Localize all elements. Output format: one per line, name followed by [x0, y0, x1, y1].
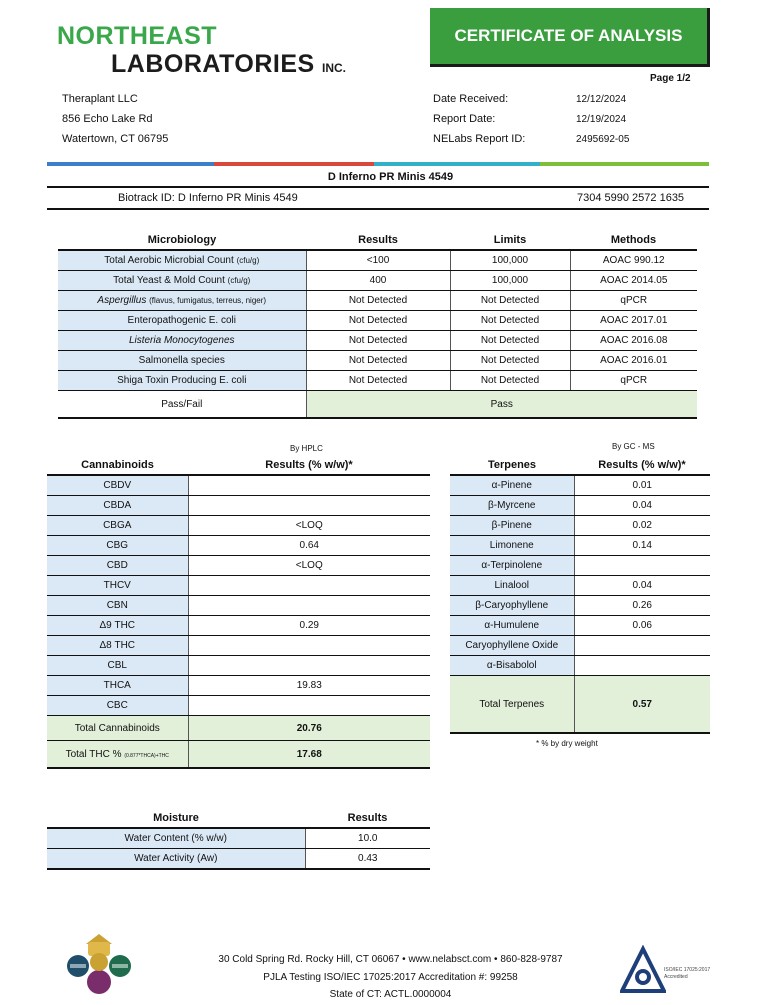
test-unit: (flavus, fumigatus, terreus, niger)	[149, 296, 267, 305]
cannabinoid-name: CBDA	[47, 496, 188, 516]
cannabinoid-value	[188, 656, 430, 676]
footer-accreditation: PJLA Testing ISO/IEC 17025:2017 Accreditation #: 99258	[263, 972, 518, 983]
terpene-name: β-Caryophyllene	[450, 596, 574, 616]
table-row	[58, 351, 697, 371]
terpene-value	[574, 556, 710, 576]
terpene-value	[574, 636, 710, 656]
test-unit: (cfu/g)	[236, 256, 260, 265]
table-row	[47, 636, 430, 656]
limit-cell: 100,000	[450, 271, 570, 291]
table-row	[450, 576, 710, 596]
test-unit: (cfu/g)	[227, 276, 251, 285]
table-row	[450, 496, 710, 516]
moisture-value: 10.0	[305, 828, 430, 849]
terpene-name: Caryophyllene Oxide	[450, 636, 574, 656]
moisture-table	[47, 809, 430, 870]
limit-cell: Not Detected	[450, 331, 570, 351]
logo-laboratories: LABORATORIES	[111, 50, 315, 78]
terpene-value: 0.14	[574, 536, 710, 556]
terpene-value: 0.02	[574, 516, 710, 536]
cannabinoid-value	[188, 696, 430, 716]
cannabinoid-name: CBC	[47, 696, 188, 716]
table-row	[450, 636, 710, 656]
divider	[47, 208, 709, 210]
total-cannabinoids-label: Total Cannabinoids	[47, 716, 188, 741]
moisture-name: Water Content (% w/w)	[47, 828, 305, 849]
total-terpenes-value: 0.57	[574, 676, 710, 734]
date-received-value: 12/12/2024	[576, 94, 627, 105]
hplc-method-note: By HPLC	[290, 444, 323, 453]
result-cell: Not Detected	[306, 351, 450, 371]
table-row	[450, 656, 710, 676]
biotrack-label: Biotrack ID: D Inferno PR Minis 4549	[118, 192, 298, 204]
total-thc-row	[47, 741, 430, 769]
cannabinoid-value	[188, 576, 430, 596]
terpene-name: α-Terpinolene	[450, 556, 574, 576]
table-row	[58, 271, 697, 291]
microbiology-table	[58, 230, 697, 419]
col-header: Cannabinoids	[47, 456, 188, 475]
terpene-value: 0.04	[574, 496, 710, 516]
seal-text: ISO/IEC 17025:2017 Accredited	[664, 967, 711, 980]
total-cannabinoids-value: 20.76	[188, 716, 430, 741]
total-cannabinoids-row	[47, 716, 430, 741]
cannabinoid-name: Δ8 THC	[47, 636, 188, 656]
terpene-name: α-Pinene	[450, 475, 574, 496]
table-row	[47, 828, 430, 849]
limit-cell: Not Detected	[450, 371, 570, 391]
dry-weight-note: * % by dry weight	[536, 739, 598, 748]
test-name: Aspergillus	[97, 295, 147, 306]
total-terpenes-row	[450, 676, 710, 734]
result-cell: <100	[306, 250, 450, 271]
cannabinoid-value: <LOQ	[188, 516, 430, 536]
footer-address: 30 Cold Spring Rd. Rocky Hill, CT 06067 • www.nelabsct.com • 860-828-9787	[218, 954, 563, 965]
stripe-green	[540, 162, 709, 166]
client-street: 856 Echo Lake Rd	[62, 113, 153, 125]
method-cell: AOAC 2016.01	[570, 351, 697, 371]
logo-northeast: NORTHEAST	[57, 22, 218, 50]
col-header: Results (% w/w)*	[574, 456, 710, 475]
cannabinoid-name: CBDV	[47, 475, 188, 496]
terpene-name: β-Myrcene	[450, 496, 574, 516]
result-cell: 400	[306, 271, 450, 291]
terpene-value: 0.06	[574, 616, 710, 636]
col-header: Results	[306, 230, 450, 250]
table-row	[47, 516, 430, 536]
table-row	[450, 556, 710, 576]
col-header: Results	[305, 809, 430, 828]
total-terpenes-label: Total Terpenes	[450, 676, 574, 734]
result-cell: Not Detected	[306, 371, 450, 391]
cannabinoid-value: 0.64	[188, 536, 430, 556]
table-row	[58, 371, 697, 391]
certificate-title: CERTIFICATE OF ANALYSIS	[430, 8, 710, 67]
cannabinoid-value	[188, 596, 430, 616]
result-cell: Not Detected	[306, 331, 450, 351]
test-name: Salmonella species	[58, 351, 306, 371]
page-number: Page 1/2	[650, 73, 691, 84]
terpene-name: β-Pinene	[450, 516, 574, 536]
method-cell: AOAC 2014.05	[570, 271, 697, 291]
table-row	[47, 556, 430, 576]
test-name: Shiga Toxin Producing E. coli	[58, 371, 306, 391]
table-row	[47, 656, 430, 676]
test-name: Total Aerobic Microbial Count	[104, 255, 234, 266]
report-date-label: Report Date:	[433, 113, 496, 125]
total-thc-value: 17.68	[188, 741, 430, 769]
cannabinoid-name: Δ9 THC	[47, 616, 188, 636]
cannabinoid-name: CBN	[47, 596, 188, 616]
pjla-accreditation-seal	[620, 945, 720, 1000]
table-row	[47, 475, 430, 496]
test-name: Listeria Monocytogenes	[58, 331, 306, 351]
table-row	[47, 676, 430, 696]
terpene-value: 0.04	[574, 576, 710, 596]
limit-cell: Not Detected	[450, 311, 570, 331]
total-thc-label: Total THC %	[65, 748, 122, 760]
sample-title: D Inferno PR Minis 4549	[327, 171, 454, 183]
cannabinoid-value: 0.29	[188, 616, 430, 636]
passfail-row	[58, 391, 697, 419]
test-name: Enteropathogenic E. coli	[58, 311, 306, 331]
stripe-red	[214, 162, 374, 166]
client-city: Watertown, CT 06795	[62, 133, 169, 145]
biotrack-number: 7304 5990 2572 1635	[577, 192, 685, 204]
cannabinoid-name: CBD	[47, 556, 188, 576]
col-header: Limits	[450, 230, 570, 250]
limit-cell: 100,000	[450, 250, 570, 271]
result-cell: Not Detected	[306, 291, 450, 311]
table-row	[58, 311, 697, 331]
col-header: Terpenes	[450, 456, 574, 475]
col-header: Results (% w/w)*	[188, 456, 430, 475]
table-row	[47, 536, 430, 556]
terpene-name: Linalool	[450, 576, 574, 596]
col-header: Microbiology	[58, 230, 306, 250]
terpenes-table	[450, 456, 710, 734]
terpene-name: α-Humulene	[450, 616, 574, 636]
cannabinoid-value: 19.83	[188, 676, 430, 696]
method-cell: qPCR	[570, 291, 697, 311]
report-id-value: 2495692-05	[576, 134, 630, 145]
cannabinoid-value	[188, 475, 430, 496]
table-row	[47, 849, 430, 870]
moisture-name: Water Activity (Aw)	[47, 849, 305, 870]
terpene-value: 0.26	[574, 596, 710, 616]
table-row	[450, 475, 710, 496]
cannabinoid-value: <LOQ	[188, 556, 430, 576]
cannabinoid-name: CBG	[47, 536, 188, 556]
table-row	[47, 696, 430, 716]
total-thc-formula: (0.877*THCA)+THC	[124, 752, 169, 759]
table-row	[47, 596, 430, 616]
table-row	[450, 616, 710, 636]
cannabinoid-name: THCA	[47, 676, 188, 696]
passfail-label: Pass/Fail	[58, 391, 306, 419]
method-cell: AOAC 2016.08	[570, 331, 697, 351]
table-row	[58, 291, 697, 311]
divider	[47, 186, 709, 188]
table-row	[450, 536, 710, 556]
moisture-value: 0.43	[305, 849, 430, 870]
stripe-cyan	[374, 162, 540, 166]
table-row	[450, 596, 710, 616]
table-row	[47, 496, 430, 516]
cannabinoid-value	[188, 636, 430, 656]
table-row	[47, 616, 430, 636]
pjla-seal-icon	[620, 945, 666, 1000]
date-received-label: Date Received:	[433, 93, 509, 105]
terpene-value: 0.01	[574, 475, 710, 496]
passfail-value: Pass	[306, 391, 697, 419]
limit-cell: Not Detected	[450, 351, 570, 371]
limit-cell: Not Detected	[450, 291, 570, 311]
result-cell: Not Detected	[306, 311, 450, 331]
stripe-blue	[47, 162, 214, 166]
method-cell: qPCR	[570, 371, 697, 391]
cannabinoid-name: THCV	[47, 576, 188, 596]
client-name: Theraplant LLC	[62, 93, 138, 105]
cannabinoid-name: CBL	[47, 656, 188, 676]
table-row	[47, 576, 430, 596]
report-date-value: 12/19/2024	[576, 114, 627, 125]
col-header: Moisture	[47, 809, 305, 828]
footer-state-license: State of CT: ACTL.0000004	[329, 989, 452, 1000]
cannabinoids-table	[47, 456, 430, 769]
method-cell: AOAC 990.12	[570, 250, 697, 271]
table-row	[450, 516, 710, 536]
method-cell: AOAC 2017.01	[570, 311, 697, 331]
terpene-name: Limonene	[450, 536, 574, 556]
test-name: Total Yeast & Mold Count	[113, 275, 225, 286]
terpene-value	[574, 656, 710, 676]
col-header: Methods	[570, 230, 697, 250]
cannabinoid-value	[188, 496, 430, 516]
gcms-method-note: By GC - MS	[612, 442, 655, 451]
cannabinoid-name: CBGA	[47, 516, 188, 536]
terpene-name: α-Bisabolol	[450, 656, 574, 676]
table-row	[58, 250, 697, 271]
report-id-label: NELabs Report ID:	[433, 133, 526, 145]
table-row	[58, 331, 697, 351]
logo-inc: INC.	[322, 61, 346, 75]
